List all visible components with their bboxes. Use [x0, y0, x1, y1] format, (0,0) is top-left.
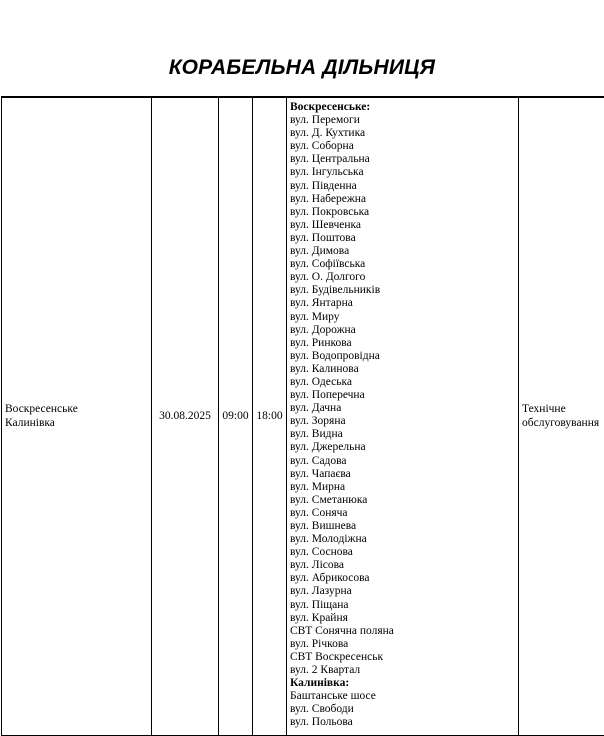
- street-item: вул. Ринкова: [290, 337, 518, 350]
- street-item: вул. Шевченка: [290, 219, 518, 232]
- street-item: вул. Софіївська: [290, 258, 518, 271]
- street-item: СВТ Воскресенськ: [290, 651, 518, 664]
- settlement-heading: Калинівка:: [290, 677, 518, 690]
- street-item: вул. Свободи: [290, 703, 518, 716]
- street-item: вул. Янтарна: [290, 297, 518, 310]
- street-item: вул. Інгульська: [290, 166, 518, 179]
- settlements-cell: [2, 97, 152, 736]
- street-item: вул. Південна: [290, 180, 518, 193]
- street-item: вул. Польова: [290, 716, 518, 729]
- street-item: вул. Водопровідна: [290, 350, 518, 363]
- street-item: вул. Дорожна: [290, 324, 518, 337]
- street-item: вул. Соснова: [290, 546, 518, 559]
- street-item: вул. Сметанюка: [290, 494, 518, 507]
- settlement-name: Калинівка: [5, 417, 151, 430]
- street-item: вул. Поштова: [290, 232, 518, 245]
- street-item: вул. Лазурна: [290, 585, 518, 598]
- street-item: вул. Видна: [290, 428, 518, 441]
- street-item: СВТ Сонячна поляна: [290, 625, 518, 638]
- work-type-cell: [519, 97, 604, 736]
- street-item: вул. Покровська: [290, 206, 518, 219]
- page-title: КОРАБЕЛЬНА ДІЛЬНИЦЯ: [0, 55, 604, 81]
- street-item: вул. Соняча: [290, 507, 518, 520]
- street-item: вул. Одеська: [290, 376, 518, 389]
- street-item: вул. Піщана: [290, 599, 518, 612]
- street-item: вул. Абрикосова: [290, 572, 518, 585]
- street-item: вул. О. Долгого: [290, 271, 518, 284]
- street-item: вул. Чапаєва: [290, 468, 518, 481]
- street-item: вул. Центральна: [290, 153, 518, 166]
- street-item: вул. Д. Кухтика: [290, 127, 518, 140]
- street-item: вул. Річкова: [290, 638, 518, 651]
- street-item: вул. Вишнева: [290, 520, 518, 533]
- street-item: вул. Мирна: [290, 481, 518, 494]
- street-item: вул. Зоряна: [290, 415, 518, 428]
- table-row: [2, 97, 604, 736]
- end-time-cell: 18:00: [253, 97, 287, 736]
- street-item: вул. Лісова: [290, 559, 518, 572]
- street-item: вул. Набережна: [290, 193, 518, 206]
- start-time-cell: 09:00: [219, 97, 253, 736]
- street-item: вул. Димова: [290, 245, 518, 258]
- street-item: вул. Крайня: [290, 612, 518, 625]
- street-item: вул. Перемоги: [290, 114, 518, 127]
- street-item: Баштанське шосе: [290, 690, 518, 703]
- settlement-name: Воскресенське: [5, 403, 151, 416]
- settlement-heading: Воскресенське:: [290, 101, 518, 114]
- street-item: вул. Соборна: [290, 140, 518, 153]
- outage-schedule-table: [1, 96, 604, 736]
- street-item: вул. 2 Квартал: [290, 664, 518, 677]
- streets-list: [290, 101, 518, 735]
- street-item: вул. Миру: [290, 311, 518, 324]
- work-type-line: обслуговування: [522, 417, 604, 430]
- street-item: вул. Поперечна: [290, 389, 518, 402]
- street-item: вул. Будівельників: [290, 284, 518, 297]
- street-item: вул. Дачна: [290, 402, 518, 415]
- street-item: вул. Садова: [290, 455, 518, 468]
- street-item: вул. Калинова: [290, 363, 518, 376]
- work-type-line: Технічне: [522, 403, 604, 416]
- street-item: вул. Молодіжна: [290, 533, 518, 546]
- street-item: вул. Джерельна: [290, 441, 518, 454]
- streets-cell: [287, 97, 519, 736]
- date-cell: 30.08.2025: [152, 97, 219, 736]
